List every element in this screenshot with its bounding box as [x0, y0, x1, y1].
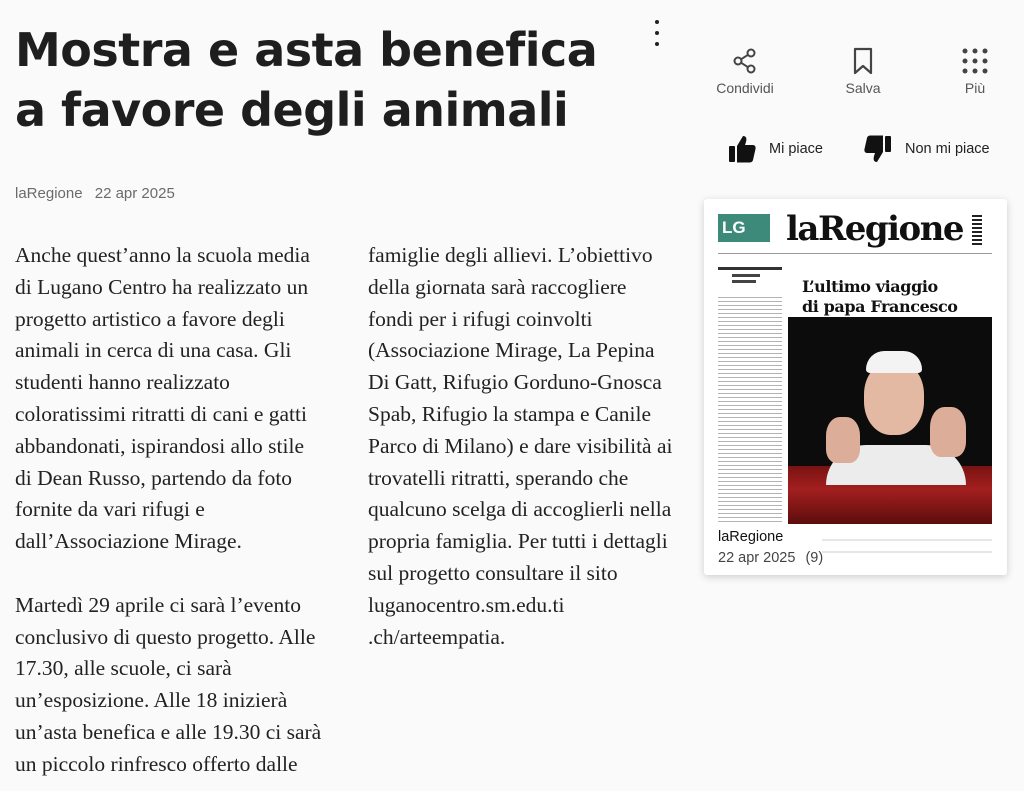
share-label: Condividi — [716, 80, 774, 96]
cover-text-column — [718, 297, 782, 524]
dislike-label: Non mi piace — [905, 141, 990, 157]
cover-faint-text — [822, 539, 992, 541]
cover-sidebox — [718, 267, 782, 296]
lg-logo: LG — [718, 214, 770, 242]
barcode-icon — [972, 215, 982, 245]
kebab-menu-icon[interactable] — [648, 20, 666, 46]
newspaper-cover — [716, 209, 996, 524]
cover-photo — [788, 317, 992, 524]
article-body — [15, 240, 675, 791]
bookmark-icon — [851, 46, 875, 76]
article-date: 22 apr 2025 — [94, 185, 175, 202]
card-page-count: (9) — [805, 550, 824, 566]
kebab-dot — [655, 31, 659, 35]
kebab-dot — [655, 42, 659, 46]
more-button[interactable] — [930, 44, 1020, 96]
save-button[interactable] — [818, 44, 908, 96]
more-label: Più — [964, 80, 986, 96]
like-button[interactable] — [727, 134, 823, 164]
card-date-row — [718, 550, 823, 566]
article-source: laRegione — [15, 185, 83, 202]
cover-headline: L’ultimo viaggio di papa Francesco — [802, 277, 958, 316]
cover-divider — [718, 253, 992, 254]
card-source: laRegione — [718, 529, 784, 545]
article-title: Mostra e asta benefica a favore degli animali — [15, 23, 598, 137]
cover-faint-text — [822, 551, 992, 553]
article-paragraph: Anche quest’anno la scuola media di Lugano Centro ha realizzato un progetto artistico a favore degli animali in cerca di una casa. Gli studenti hanno realizzato coloratissimi ritratti di cani e gatti abbandonati, ispirandosi allo stile di Dean Russo, partendo da foto fornite da vari rifugi e dall’Associazione Mirage. — [15, 243, 310, 554]
article-paragraph: Martedì 29 aprile ci sarà l’evento conclusivo di questo progetto. Alle 17.30, alle scuole, ci sarà un’esposizione. Alle 18 inizierà un’asta benefica e alle 19.30 ci sarà un piccolo rinfresco offerto dalle famiglie degli allievi. L’obiettivo della giornata sarà raccogliere fondi per i rifugi coinvolti (Associazione Mirage, La Pepina Di Gatt, Rifugio Gorduno-Gnosca Spab, Rifugio la stampa e Canile Parco di Milano) e dare visibilità ai trovatelli ritratti, sperando che qualcuno scelga di accoglierli nella propria famiglia. Per tutti i dettagli sul progetto consultare il sito luganocentro.sm.edu.ti .ch/arteempatia. — [15, 243, 673, 776]
kebab-dot — [655, 20, 659, 24]
article-meta — [15, 185, 175, 202]
dislike-button[interactable] — [863, 134, 990, 164]
thumbs-down-icon — [863, 134, 893, 164]
reaction-bar — [725, 134, 1015, 168]
save-label: Salva — [845, 80, 881, 96]
like-label: Mi piace — [769, 141, 823, 157]
action-toolbar — [700, 44, 1020, 104]
newspaper-masthead: laRegione — [786, 209, 964, 249]
share-button[interactable] — [700, 44, 790, 96]
grid-dots-icon — [960, 46, 990, 76]
thumbs-up-icon — [727, 134, 757, 164]
card-date: 22 apr 2025 — [718, 550, 796, 566]
newspaper-issue-card[interactable] — [704, 199, 1007, 575]
share-icon — [731, 47, 759, 75]
